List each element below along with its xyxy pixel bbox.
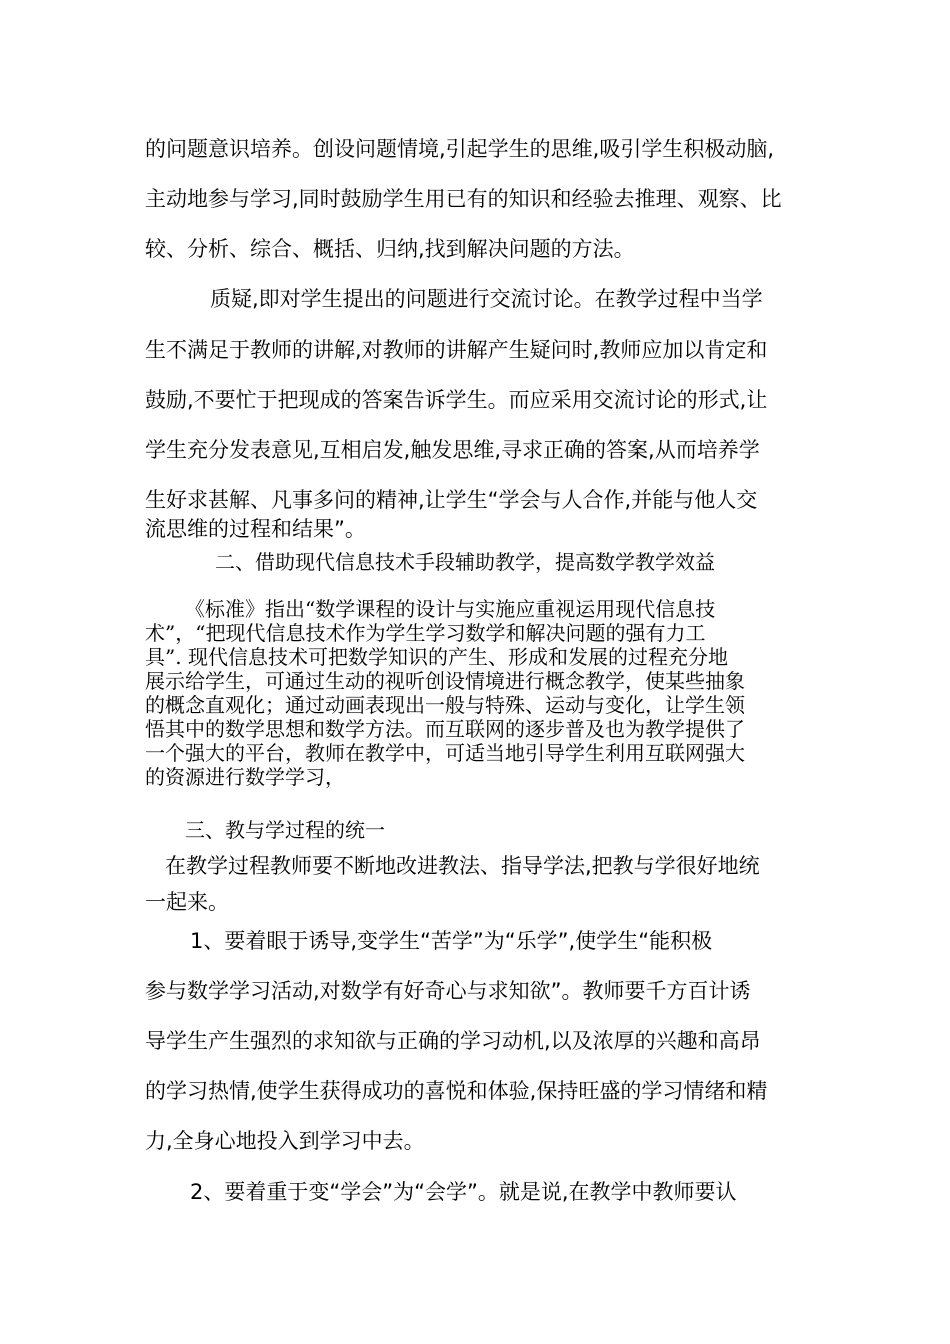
paragraph-3-line-8: 的资源进行数学学习， [145, 765, 345, 789]
paragraph-3-line-5: 的概念直观化；通过动画表现出一般与特殊、运动与变化，让学生领 [145, 693, 745, 717]
paragraph-1-line-2: 主动地参与学习,同时鼓励学生用已有的知识和经验去推理、观察、比 [145, 187, 782, 211]
paragraph-5-line-2: 参与数学学习活动,对数学有好奇心与求知欲”。教师要千方百计诱 [145, 979, 751, 1003]
paragraph-1-line-1: 的问题意识培养。创设问题情境,引起学生的思维,吸引学生积极动脑, [145, 137, 775, 161]
paragraph-5-line-3: 导学生产生强烈的求知欲与正确的学习动机,以及浓厚的兴趣和高昂 [145, 1029, 761, 1053]
paragraph-2-line-2: 生不满足于教师的讲解,对教师的讲解产生疑问时,教师应加以肯定和 [145, 338, 768, 362]
paragraph-3-line-6: 悟其中的数学思想和数学方法。而互联网的逐步普及也为教学提供了 [145, 717, 745, 741]
section-heading-2: 二、借助现代信息技术手段辅助教学，提高数学教学效益 [215, 550, 715, 574]
paragraph-6-line-1: 2、要着重于变“学会”为“会学”。就是说,在教学中教师要认 [190, 1180, 737, 1204]
section-heading-3: 三、教与学过程的统一 [185, 818, 385, 842]
paragraph-3-line-7: 一个强大的平台，教师在教学中，可适当地引导学生利用互联网强大 [145, 741, 745, 765]
paragraph-2-line-4: 学生充分发表意见,互相启发,触发思维,寻求正确的答案,从而培养学 [145, 438, 760, 462]
paragraph-3-line-2: 术”，“把现代信息技术作为学生学习数学和解决问题的强有力工 [145, 621, 706, 645]
paragraph-5-line-5: 力,全身心地投入到学习中去。 [145, 1129, 425, 1153]
paragraph-2-line-6: 流思维的过程和结果”。 [145, 517, 366, 541]
paragraph-3-line-1: 《标准》指出“数学课程的设计与实施应重视运用现代信息技 [185, 597, 716, 621]
paragraph-2-line-5: 生好求甚解、凡事多问的精神,让学生“学会与人合作,并能与他人交 [145, 488, 758, 512]
paragraph-3-line-3: 具”. 现代信息技术可把数学知识的产生、形成和发展的过程充分地 [145, 645, 728, 669]
paragraph-1-line-3: 较、分析、综合、概括、归纳,找到解决问题的方法。 [145, 237, 635, 261]
paragraph-5-line-4: 的学习热情,使学生获得成功的喜悦和体验,保持旺盛的学习情绪和精 [145, 1079, 768, 1103]
paragraph-3-line-4: 展示给学生，可通过生动的视听创设情境进行概念教学，使某些抽象 [145, 669, 745, 693]
paragraph-4-line-1: 在教学过程教师要不断地改进教法、指导学法,把教与学很好地统 [165, 854, 760, 878]
paragraph-4-line-2: 一起来。 [145, 890, 229, 914]
paragraph-2-line-3: 鼓励,不要忙于把现成的答案告诉学生。而应采用交流讨论的形式,让 [145, 388, 768, 412]
paragraph-5-line-1: 1、要着眼于诱导,变学生“苦学”为“乐学”,使学生“能积极 [190, 929, 713, 953]
paragraph-2-line-1: 质疑,即对学生提出的问题进行交流讨论。在教学过程中当学 [210, 287, 763, 311]
